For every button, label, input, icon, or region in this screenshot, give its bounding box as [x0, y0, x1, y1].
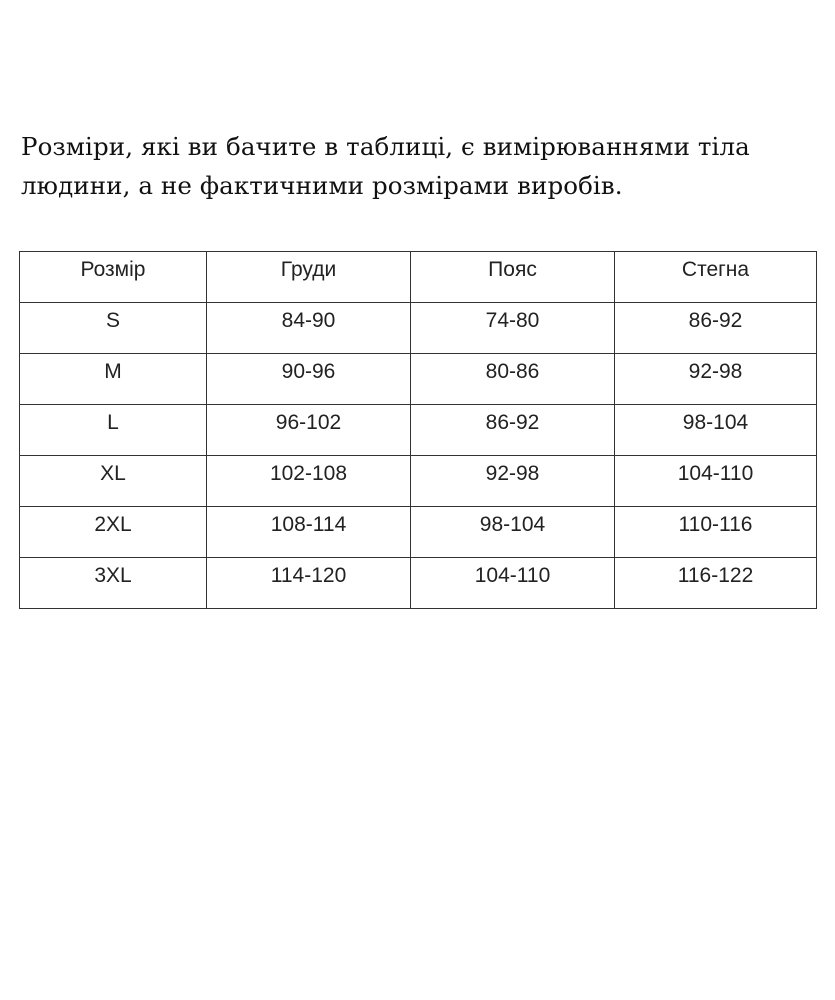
waist-value: 92-98: [485, 462, 540, 485]
waist-cell: [411, 303, 615, 354]
hips-cell: [615, 456, 817, 507]
hips-value: 98-104: [682, 411, 749, 434]
chest-cell: [207, 507, 411, 558]
chest-cell: [207, 354, 411, 405]
size-value: S: [105, 309, 120, 332]
size-cell: [20, 558, 207, 609]
waist-value: 80-86: [485, 360, 540, 383]
size-cell: [20, 456, 207, 507]
chest-cell: [207, 303, 411, 354]
size-note-line-1: Розміри, які ви бачите в таблиці, є вимірюваннями тіла: [21, 132, 750, 161]
header-chest: [207, 252, 411, 303]
header-size: [20, 252, 207, 303]
hips-cell: [615, 507, 817, 558]
waist-value: 104-110: [474, 564, 551, 587]
chest-value: 108-114: [270, 513, 347, 536]
waist-value: 74-80: [485, 309, 540, 332]
header-hips: [615, 252, 817, 303]
size-chart-table: [19, 251, 817, 609]
size-value: M: [104, 360, 122, 383]
table-row: [20, 507, 817, 558]
table-row: [20, 354, 817, 405]
chest-cell: [207, 558, 411, 609]
size-cell: [20, 405, 207, 456]
table-row: [20, 303, 817, 354]
size-cell: [20, 507, 207, 558]
waist-value: 98-104: [479, 513, 546, 536]
size-value: 2XL: [94, 513, 132, 536]
size-value: 3XL: [94, 564, 132, 587]
header-waist: [411, 252, 615, 303]
hips-cell: [615, 354, 817, 405]
chest-value: 90-96: [281, 360, 336, 383]
size-cell: [20, 303, 207, 354]
waist-cell: [411, 456, 615, 507]
table-header-row: [20, 252, 817, 303]
waist-value: 86-92: [485, 411, 540, 434]
hips-value: 110-116: [678, 513, 753, 536]
chest-cell: [207, 405, 411, 456]
size-note-line-2: людини, а не фактичними розмірами виробів.: [21, 171, 623, 200]
chest-value: 84-90: [281, 309, 336, 332]
waist-cell: [411, 507, 615, 558]
size-value: XL: [100, 462, 126, 485]
hips-cell: [615, 405, 817, 456]
waist-cell: [411, 558, 615, 609]
waist-cell: [411, 405, 615, 456]
size-note: [21, 127, 801, 205]
chest-value: 96-102: [275, 411, 342, 434]
hips-value: 86-92: [688, 309, 743, 332]
waist-cell: [411, 354, 615, 405]
hips-value: 104-110: [677, 462, 754, 485]
table-row: [20, 405, 817, 456]
header-size-label: Розмір: [80, 258, 146, 281]
header-hips-label: Стегна: [681, 258, 750, 281]
header-waist-label: Пояс: [488, 258, 537, 281]
size-value: L: [107, 411, 119, 434]
table-row: [20, 456, 817, 507]
chest-value: 114-120: [270, 564, 347, 587]
size-cell: [20, 354, 207, 405]
hips-cell: [615, 558, 817, 609]
chest-cell: [207, 456, 411, 507]
hips-value: 116-122: [677, 564, 754, 587]
header-chest-label: Груди: [280, 258, 337, 281]
table-row: [20, 558, 817, 609]
chest-value: 102-108: [269, 462, 348, 485]
hips-value: 92-98: [688, 360, 743, 383]
hips-cell: [615, 303, 817, 354]
